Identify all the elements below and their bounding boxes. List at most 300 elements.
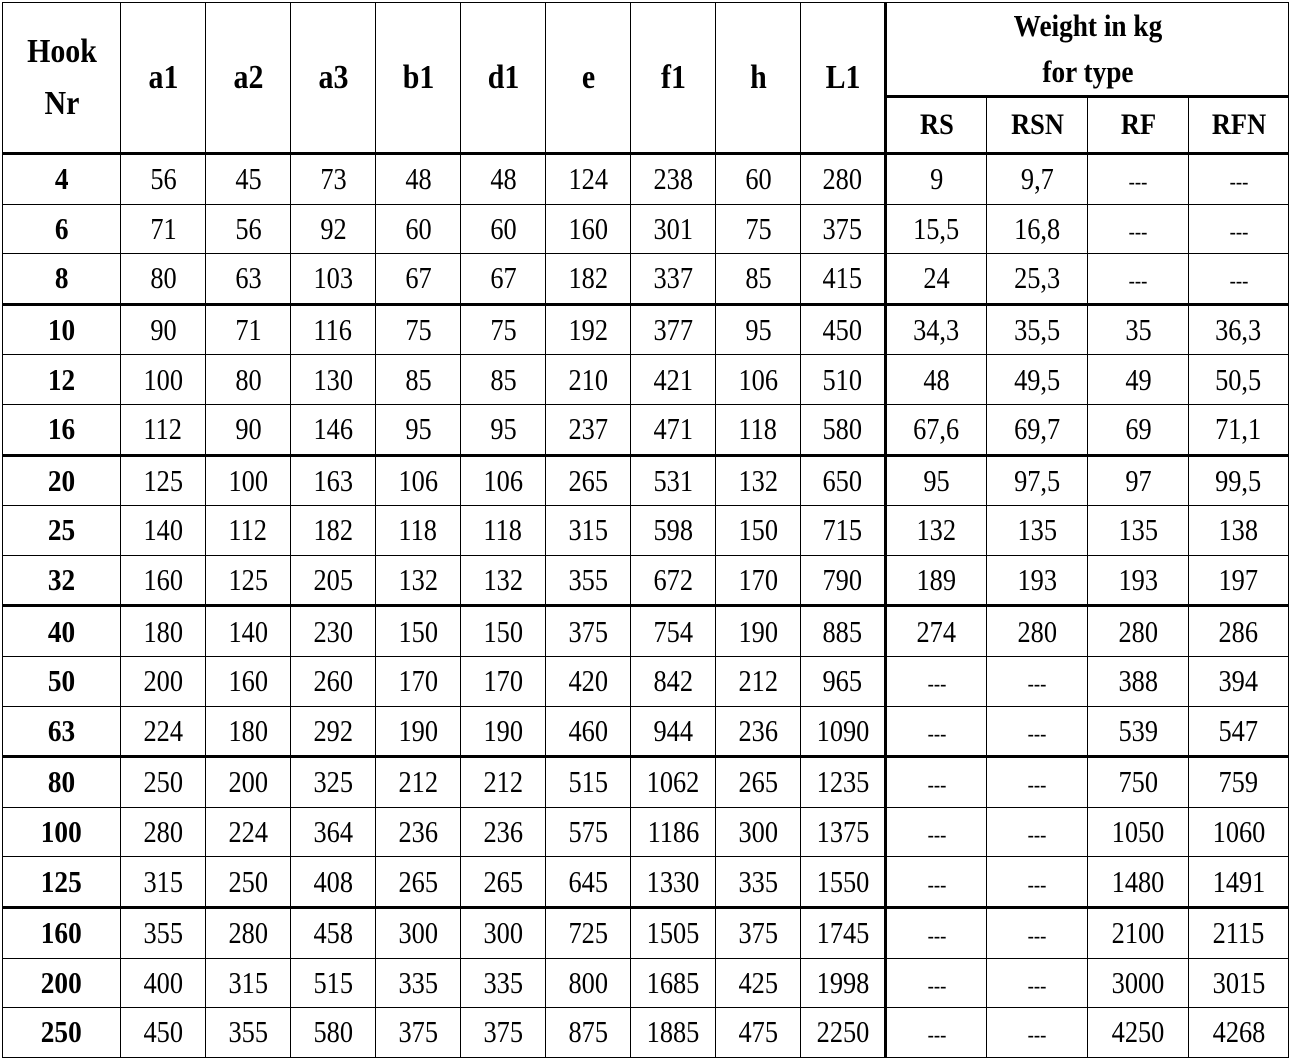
cell-d1 [461, 958, 546, 1008]
cell-l1 [801, 355, 886, 405]
cell-value: 9 [929, 161, 944, 197]
cell-d1 [461, 606, 546, 657]
cell-value: --- [1027, 671, 1047, 697]
cell-rf [1088, 154, 1189, 205]
cell-l1 [801, 254, 886, 305]
cell-value: --- [927, 972, 946, 998]
cell-value: 25,3 [1013, 260, 1061, 296]
header-hook-nr-part: Hook [26, 32, 97, 70]
cell-value: 355 [143, 915, 183, 951]
cell-d1 [461, 154, 546, 205]
cell-value: 8 [54, 260, 69, 296]
cell-rsn [987, 204, 1088, 254]
cell-value: 34,3 [913, 312, 960, 348]
cell-a1 [121, 857, 206, 908]
cell-value: 80 [149, 260, 177, 296]
cell-a2 [206, 706, 291, 757]
cell-l1 [801, 154, 886, 205]
cell-b1 [376, 757, 461, 808]
cell-d1 [461, 706, 546, 757]
cell-value: 80 [234, 361, 262, 397]
cell-value: 1491 [1212, 863, 1265, 899]
cell-value: 672 [653, 562, 693, 598]
cell-b1 [376, 606, 461, 657]
cell-rf [1088, 555, 1189, 606]
table-row [3, 304, 1289, 355]
cell-value: 315 [228, 964, 268, 1000]
cell-value: 335 [738, 863, 778, 899]
cell-value: 286 [1218, 613, 1259, 649]
cell-a3 [291, 404, 376, 455]
cell-l1 [801, 404, 886, 455]
cell-value: 60 [404, 210, 432, 246]
header-weight-group [910, 3, 1265, 97]
cell-value: 150 [398, 613, 438, 649]
header-a3: a3 [296, 3, 371, 154]
cell-value: --- [927, 871, 946, 897]
cell-value: 135 [1017, 512, 1057, 548]
cell-value: 4 [54, 161, 69, 197]
cell-value: 106 [483, 462, 523, 498]
table-row [3, 656, 1289, 706]
cell-value: 265 [483, 863, 523, 899]
cell-d1 [461, 857, 546, 908]
cell-a2 [206, 555, 291, 606]
cell-h [716, 807, 801, 857]
cell-rf [1088, 204, 1189, 254]
cell-value: 85 [744, 260, 772, 296]
cell-rsn [987, 656, 1088, 706]
cell-value: 146 [313, 411, 353, 447]
cell-h [716, 757, 801, 808]
cell-a2 [206, 355, 291, 405]
cell-value: 337 [653, 260, 693, 296]
cell-d1 [461, 304, 546, 355]
cell-value: 236 [738, 712, 778, 748]
cell-rf [1088, 254, 1189, 305]
cell-rs [886, 154, 987, 205]
cell-value: 224 [143, 712, 183, 748]
cell-rsn [987, 555, 1088, 606]
cell-rsn [987, 254, 1088, 305]
cell-value: 515 [568, 764, 608, 800]
cell-value: 230 [313, 613, 353, 649]
cell-value: --- [1229, 268, 1248, 294]
cell-value: --- [1128, 218, 1148, 244]
cell-a3 [291, 656, 376, 706]
cell-a1 [121, 304, 206, 355]
cell-a2 [206, 958, 291, 1008]
cell-value: 97,5 [1013, 462, 1061, 498]
cell-hook-nr [3, 254, 121, 305]
cell-value: 265 [738, 764, 778, 800]
cell-a3 [291, 907, 376, 958]
cell-rf [1088, 455, 1189, 506]
cell-f1 [631, 656, 716, 706]
cell-value: 212 [738, 663, 778, 699]
cell-value: 140 [228, 613, 268, 649]
cell-l1 [801, 958, 886, 1008]
cell-rfn [1189, 555, 1289, 606]
cell-value: 450 [822, 312, 863, 348]
cell-value: 132 [483, 562, 523, 598]
cell-rfn [1189, 706, 1289, 757]
cell-f1 [631, 706, 716, 757]
cell-b1 [376, 154, 461, 205]
cell-rf [1088, 958, 1189, 1008]
cell-e [546, 857, 631, 908]
cell-d1 [461, 204, 546, 254]
cell-hook-nr [3, 555, 121, 606]
cell-a1 [121, 656, 206, 706]
cell-rf [1088, 907, 1189, 958]
cell-value: 182 [313, 512, 353, 548]
cell-rs [886, 656, 987, 706]
cell-value: 250 [228, 863, 268, 899]
cell-value: 415 [822, 260, 863, 296]
cell-value: 250 [41, 1014, 82, 1050]
cell-a2 [206, 304, 291, 355]
cell-d1 [461, 455, 546, 506]
cell-hook-nr [3, 154, 121, 205]
cell-d1 [461, 807, 546, 857]
cell-value: 130 [313, 361, 353, 397]
cell-h [716, 606, 801, 657]
cell-value: 100 [41, 814, 82, 850]
cell-a3 [291, 606, 376, 657]
cell-value: 421 [653, 361, 693, 397]
cell-value: 759 [1218, 764, 1259, 800]
cell-value: 118 [738, 411, 778, 447]
cell-value: 515 [313, 964, 353, 1000]
cell-value: 301 [653, 210, 693, 246]
cell-a1 [121, 958, 206, 1008]
cell-value: 9,7 [1020, 161, 1054, 197]
cell-value: 140 [143, 512, 183, 548]
cell-hook-nr [3, 204, 121, 254]
cell-value: 1186 [647, 814, 699, 850]
cell-value: 580 [313, 1014, 353, 1050]
cell-value: 71 [234, 312, 262, 348]
cell-value: 35 [1124, 312, 1152, 348]
cell-b1 [376, 204, 461, 254]
cell-rfn [1189, 958, 1289, 1008]
cell-f1 [631, 355, 716, 405]
cell-value: 645 [568, 863, 608, 899]
cell-rf [1088, 606, 1189, 657]
table-row [3, 404, 1289, 455]
cell-value: 106 [398, 462, 438, 498]
cell-value: 1235 [816, 764, 869, 800]
cell-e [546, 1008, 631, 1058]
cell-value: 192 [568, 312, 608, 348]
table-row [3, 254, 1289, 305]
cell-b1 [376, 958, 461, 1008]
cell-h [716, 1008, 801, 1058]
cell-value: 75 [744, 210, 772, 246]
cell-value: 95 [404, 411, 432, 447]
cell-value: 237 [568, 411, 608, 447]
cell-d1 [461, 355, 546, 405]
cell-value: --- [1027, 720, 1047, 746]
cell-value: 132 [398, 562, 438, 598]
cell-value: 92 [319, 210, 347, 246]
cell-value: 124 [568, 161, 608, 197]
cell-a3 [291, 757, 376, 808]
cell-l1 [801, 606, 886, 657]
cell-value: 35,5 [1013, 312, 1061, 348]
cell-value: --- [1027, 772, 1047, 798]
cell-rs [886, 506, 987, 556]
cell-rsn [987, 455, 1088, 506]
cell-b1 [376, 506, 461, 556]
cell-value: --- [1027, 972, 1047, 998]
header-e: e [551, 3, 626, 154]
cell-value: 400 [143, 964, 183, 1000]
cell-value: 1050 [1111, 814, 1165, 850]
cell-rf [1088, 1008, 1189, 1058]
cell-l1 [801, 807, 886, 857]
cell-b1 [376, 355, 461, 405]
cell-value: 325 [313, 764, 353, 800]
cell-f1 [631, 506, 716, 556]
header-a2: a2 [211, 3, 286, 154]
cell-h [716, 555, 801, 606]
cell-value: 265 [398, 863, 438, 899]
cell-value: 885 [822, 613, 863, 649]
cell-b1 [376, 455, 461, 506]
cell-hook-nr [3, 404, 121, 455]
cell-value: 99,5 [1215, 462, 1262, 498]
cell-value: 598 [653, 512, 693, 548]
cell-rs [886, 606, 987, 657]
cell-a2 [206, 757, 291, 808]
cell-h [716, 958, 801, 1008]
cell-b1 [376, 656, 461, 706]
cell-value: 335 [398, 964, 438, 1000]
cell-value: 408 [313, 863, 353, 899]
cell-a1 [121, 404, 206, 455]
header-hook-nr [10, 3, 114, 154]
cell-a2 [206, 404, 291, 455]
cell-value: 25 [47, 512, 76, 548]
cell-e [546, 455, 631, 506]
cell-value: 189 [916, 562, 957, 598]
cell-value: 45 [234, 161, 262, 197]
cell-value: 190 [398, 712, 438, 748]
cell-rfn [1189, 154, 1289, 205]
cell-value: 212 [398, 764, 438, 800]
cell-rs [886, 304, 987, 355]
cell-value: 375 [483, 1014, 523, 1050]
cell-value: --- [927, 772, 946, 798]
cell-rs [886, 404, 987, 455]
cell-value: 95 [489, 411, 517, 447]
cell-value: 69 [1124, 411, 1152, 447]
cell-value: 20 [47, 462, 76, 498]
cell-f1 [631, 455, 716, 506]
cell-value: 650 [822, 462, 863, 498]
cell-rs [886, 958, 987, 1008]
cell-value: 510 [822, 361, 863, 397]
cell-value: 1480 [1111, 863, 1165, 899]
cell-value: 160 [568, 210, 608, 246]
cell-b1 [376, 706, 461, 757]
cell-value: 420 [568, 663, 608, 699]
cell-value: 50 [47, 663, 76, 699]
cell-rfn [1189, 757, 1289, 808]
cell-value: 355 [568, 562, 608, 598]
cell-value: 539 [1118, 712, 1158, 748]
cell-e [546, 706, 631, 757]
cell-a3 [291, 857, 376, 908]
cell-f1 [631, 606, 716, 657]
cell-value: 842 [653, 663, 693, 699]
cell-a3 [291, 1008, 376, 1058]
cell-a1 [121, 706, 206, 757]
cell-value: 715 [822, 512, 863, 548]
cell-value: 63 [234, 260, 262, 296]
header-a1: a1 [126, 3, 201, 154]
cell-value: 1090 [816, 712, 869, 748]
cell-hook-nr [3, 706, 121, 757]
cell-value: 1998 [816, 964, 869, 1000]
cell-value: 300 [738, 814, 778, 850]
cell-value: 190 [738, 613, 778, 649]
cell-value: --- [1027, 871, 1047, 897]
cell-a3 [291, 506, 376, 556]
cell-e [546, 958, 631, 1008]
cell-a2 [206, 807, 291, 857]
cell-value: 160 [41, 915, 82, 951]
cell-value: 1375 [816, 814, 869, 850]
cell-value: 48 [489, 161, 517, 197]
cell-d1 [461, 907, 546, 958]
cell-value: 375 [398, 1014, 438, 1050]
cell-rf [1088, 706, 1189, 757]
cell-value: 150 [483, 613, 523, 649]
cell-h [716, 254, 801, 305]
cell-rs [886, 757, 987, 808]
cell-d1 [461, 555, 546, 606]
cell-f1 [631, 857, 716, 908]
cell-a2 [206, 254, 291, 305]
table-row [3, 706, 1289, 757]
cell-value: 1330 [646, 863, 700, 899]
cell-a2 [206, 204, 291, 254]
cell-value: 170 [398, 663, 438, 699]
cell-value: 193 [1017, 562, 1057, 598]
cell-rfn [1189, 907, 1289, 958]
cell-value: 4268 [1212, 1014, 1265, 1050]
cell-a3 [291, 807, 376, 857]
cell-value: 238 [653, 161, 693, 197]
header-rs: RS [892, 97, 981, 154]
cell-e [546, 154, 631, 205]
cell-hook-nr [3, 1008, 121, 1058]
cell-value: 315 [568, 512, 608, 548]
cell-value: 1505 [646, 915, 700, 951]
cell-rs [886, 907, 987, 958]
cell-value: 106 [738, 361, 778, 397]
cell-a1 [121, 757, 206, 808]
cell-rfn [1189, 304, 1289, 355]
cell-value: 364 [313, 814, 353, 850]
cell-h [716, 154, 801, 205]
cell-value: 71,1 [1215, 411, 1262, 447]
cell-hook-nr [3, 807, 121, 857]
cell-rs [886, 807, 987, 857]
cell-a1 [121, 254, 206, 305]
cell-value: 180 [228, 712, 268, 748]
cell-e [546, 807, 631, 857]
cell-value: --- [927, 720, 946, 746]
cell-e [546, 907, 631, 958]
cell-value: --- [1128, 268, 1148, 294]
cell-value: 458 [313, 915, 353, 951]
cell-value: 460 [568, 712, 608, 748]
cell-value: 725 [568, 915, 608, 951]
cell-value: 16 [47, 411, 76, 447]
cell-value: 40 [47, 613, 76, 649]
cell-l1 [801, 455, 886, 506]
cell-hook-nr [3, 857, 121, 908]
cell-value: 1885 [646, 1014, 700, 1050]
cell-value: 50,5 [1215, 361, 1262, 397]
cell-rs [886, 706, 987, 757]
cell-value: 75 [404, 312, 432, 348]
cell-value: 170 [738, 562, 778, 598]
cell-value: --- [1229, 169, 1248, 195]
header-d1: d1 [466, 3, 541, 154]
cell-l1 [801, 757, 886, 808]
table-row [3, 555, 1289, 606]
cell-value: 100 [228, 462, 268, 498]
cell-value: 56 [149, 161, 177, 197]
cell-value: 531 [653, 462, 693, 498]
cell-f1 [631, 907, 716, 958]
cell-value: 280 [1017, 613, 1057, 649]
cell-a3 [291, 706, 376, 757]
cell-a2 [206, 154, 291, 205]
table-row [3, 1008, 1289, 1058]
cell-value: 103 [313, 260, 353, 296]
cell-l1 [801, 656, 886, 706]
cell-e [546, 355, 631, 405]
cell-rsn [987, 355, 1088, 405]
cell-rfn [1189, 506, 1289, 556]
cell-hook-nr [3, 757, 121, 808]
cell-rsn [987, 506, 1088, 556]
cell-b1 [376, 857, 461, 908]
cell-rfn [1189, 455, 1289, 506]
header-rsn: RSN [993, 97, 1082, 154]
header-rfn: RFN [1195, 97, 1283, 154]
cell-f1 [631, 254, 716, 305]
cell-value: 182 [568, 260, 608, 296]
cell-value: 300 [398, 915, 438, 951]
cell-value: --- [1027, 923, 1047, 949]
cell-value: 200 [41, 964, 82, 1000]
table-row [3, 204, 1289, 254]
table-row [3, 355, 1289, 405]
cell-hook-nr [3, 506, 121, 556]
cell-value: 3015 [1212, 964, 1265, 1000]
cell-value: 112 [228, 512, 268, 548]
cell-h [716, 506, 801, 556]
cell-rsn [987, 154, 1088, 205]
header-l1: L1 [806, 3, 881, 154]
